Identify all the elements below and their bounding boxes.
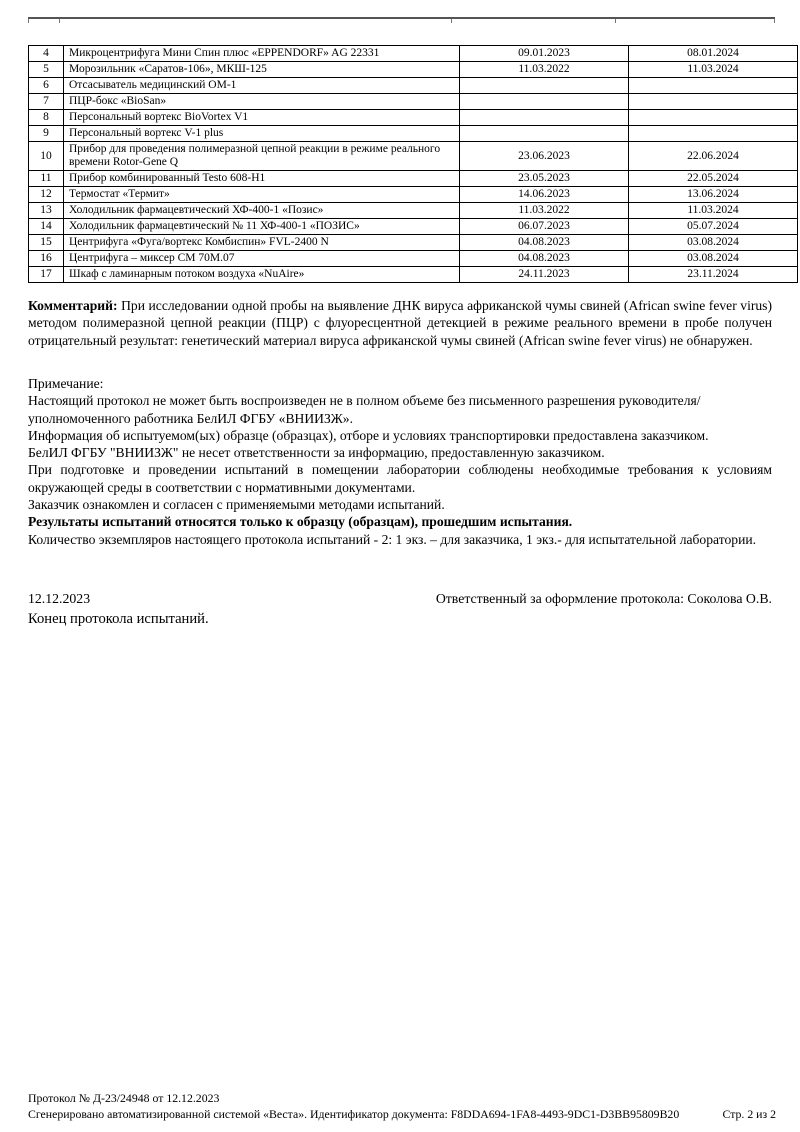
- row-number: 5: [29, 62, 64, 78]
- notes-block: [28, 375, 772, 548]
- end-of-protocol-line: Конец протокола испытаний.: [28, 611, 209, 627]
- table-row: [29, 251, 798, 267]
- note-paragraph: Количество экземпляров настоящего протокола испытаний - 2: 1 экз. – для заказчика, 1 экз.- для испытательной лаборатории.: [28, 531, 757, 547]
- equipment-name: Холодильник фармацевтический ХФ-400-1 «Позис»: [64, 203, 460, 219]
- equipment-table-body: [29, 46, 798, 283]
- equipment-name: Прибор комбинированный Testo 608-H1: [64, 171, 460, 187]
- equipment-name: Отсасыватель медицинский ОМ-1: [64, 78, 460, 94]
- valid-until-date: 22.05.2024: [629, 171, 798, 187]
- equipment-name: Прибор для проведения полимеразной цепной реакции в режиме реального времени Rotor-Gene Q: [64, 142, 460, 171]
- valid-until-date: 13.06.2024: [629, 187, 798, 203]
- table-row: [29, 187, 798, 203]
- note-paragraph: Заказчик ознакомлен и согласен с применяемыми методами испытаний.: [28, 497, 445, 513]
- protocol-date: 12.12.2023: [28, 591, 91, 606]
- verification-date: [460, 94, 629, 110]
- verification-date: 14.06.2023: [460, 187, 629, 203]
- valid-until-date: 08.01.2024: [629, 46, 798, 62]
- equipment-name: Персональный вортекс BioVortex V1: [64, 110, 460, 126]
- equipment-name: ПЦР-бокс «BioSan»: [64, 94, 460, 110]
- row-number: 8: [29, 110, 64, 126]
- note-paragraph: Информация об испытуемом(ых) образце (образцах), отборе и условиях транспортировки предоставлена заказчиком.: [28, 427, 709, 443]
- table-row: [29, 142, 798, 171]
- table-row: [29, 46, 798, 62]
- valid-until-date: 03.08.2024: [629, 251, 798, 267]
- valid-until-date: [629, 110, 798, 126]
- note-paragraph: Настоящий протокол не может быть воспроизведен не в полном объеме без письменного разрешения руководителя/уполномоченного работника БелИЛ ФГБУ «ВНИИЗЖ».: [28, 393, 701, 426]
- row-number: 15: [29, 235, 64, 251]
- row-number: 7: [29, 94, 64, 110]
- column-tick: [615, 19, 616, 23]
- row-number: 16: [29, 251, 64, 267]
- responsible-person: Ответственный за оформление протокола: Соколова О.В.: [435, 591, 772, 606]
- equipment-name: Шкаф с ламинарным потоком воздуха «NuAire»: [64, 267, 460, 283]
- row-number: 4: [29, 46, 64, 62]
- verification-date: 11.03.2022: [460, 203, 629, 219]
- table-row: [29, 203, 798, 219]
- comment-text: При исследовании одной пробы на выявление ДНК вируса африканской чумы свиней (African swine fever virus) методом полимеразной цепной реакции (ПЦР) с флуоресцентной детекцией в режиме реального времени в пробе получен отрицательный результат: генетический материал вируса африканской чумы свиней (African swine fever virus) не обнаружен.: [28, 298, 772, 348]
- table-row: [29, 219, 798, 235]
- note-paragraph: БелИЛ ФГБУ "ВНИИЗЖ" не несет ответственности за информацию, предоставленную заказчиком.: [28, 445, 605, 461]
- footer-generated-text: Сгенерировано автоматизированной системой «Веста». Идентификатор документа: F8DDA694-1FA8-4493-9DC1-D3BB95809B20: [28, 1107, 680, 1121]
- table-row: [29, 171, 798, 187]
- footer-protocol-number: Протокол № Д-23/24948 от 12.12.2023: [28, 1091, 220, 1105]
- row-number: 12: [29, 187, 64, 203]
- verification-date: 23.06.2023: [460, 142, 629, 171]
- page-indicator: Стр. 2 из 2: [722, 1107, 776, 1121]
- valid-until-date: 11.03.2024: [629, 203, 798, 219]
- valid-until-date: 11.03.2024: [629, 62, 798, 78]
- table-row: [29, 267, 798, 283]
- table-row: [29, 94, 798, 110]
- valid-until-date: 23.11.2024: [629, 267, 798, 283]
- valid-until-date: [629, 78, 798, 94]
- verification-date: 06.07.2023: [460, 219, 629, 235]
- verification-date: 24.11.2023: [460, 267, 629, 283]
- equipment-name: Центрифуга «Фуга/вортекс Комбиспин» FVL-2400 N: [64, 235, 460, 251]
- column-tick: [28, 19, 29, 23]
- page-break-rule: [28, 17, 775, 19]
- verification-date: 04.08.2023: [460, 235, 629, 251]
- note-paragraph: Примечание:: [28, 376, 104, 391]
- row-number: 11: [29, 171, 64, 187]
- verification-date: [460, 126, 629, 142]
- table-row: [29, 78, 798, 94]
- table-row: [29, 110, 798, 126]
- signature-row: [28, 590, 772, 607]
- valid-until-date: 22.06.2024: [629, 142, 798, 171]
- comment-block: [28, 297, 772, 349]
- row-number: 13: [29, 203, 64, 219]
- footer-generated-line: [28, 1107, 776, 1122]
- equipment-table: [28, 45, 798, 283]
- equipment-name: Морозильник «Саратов-106», МКШ-125: [64, 62, 460, 78]
- equipment-name: Персональный вортекс V-1 plus: [64, 126, 460, 142]
- verification-date: [460, 78, 629, 94]
- verification-date: 11.03.2022: [460, 62, 629, 78]
- verification-date: 04.08.2023: [460, 251, 629, 267]
- column-tick: [451, 19, 452, 23]
- comment-paragraph: [28, 297, 772, 349]
- table-row: [29, 62, 798, 78]
- row-number: 14: [29, 219, 64, 235]
- row-number: 10: [29, 142, 64, 171]
- equipment-name: Холодильник фармацевтический № 11 ХФ-400-1 «ПОЗИС»: [64, 219, 460, 235]
- valid-until-date: 05.07.2024: [629, 219, 798, 235]
- equipment-name: Микроцентрифуга Мини Спин плюс «EPPENDORF» AG 22331: [64, 46, 460, 62]
- equipment-name: Термостат «Термит»: [64, 187, 460, 203]
- table-row: [29, 235, 798, 251]
- verification-date: 09.01.2023: [460, 46, 629, 62]
- valid-until-date: 03.08.2024: [629, 235, 798, 251]
- equipment-name: Центрифуга – миксер СМ 70М.07: [64, 251, 460, 267]
- column-tick: [774, 19, 775, 23]
- comment-label: Комментарий:: [28, 298, 118, 313]
- valid-until-date: [629, 126, 798, 142]
- verification-date: 23.05.2023: [460, 171, 629, 187]
- note-paragraph: Результаты испытаний относятся только к образцу (образцам), прошедшим испытания.: [28, 514, 573, 530]
- row-number: 9: [29, 126, 64, 142]
- table-row: [29, 126, 798, 142]
- row-number: 6: [29, 78, 64, 94]
- verification-date: [460, 110, 629, 126]
- row-number: 17: [29, 267, 64, 283]
- valid-until-date: [629, 94, 798, 110]
- column-tick: [59, 19, 60, 23]
- note-paragraph: При подготовке и проведении испытаний в помещении лаборатории соблюдены необходимые требования к условиям окружающей среды в соответствии с нормативными документами.: [28, 462, 772, 495]
